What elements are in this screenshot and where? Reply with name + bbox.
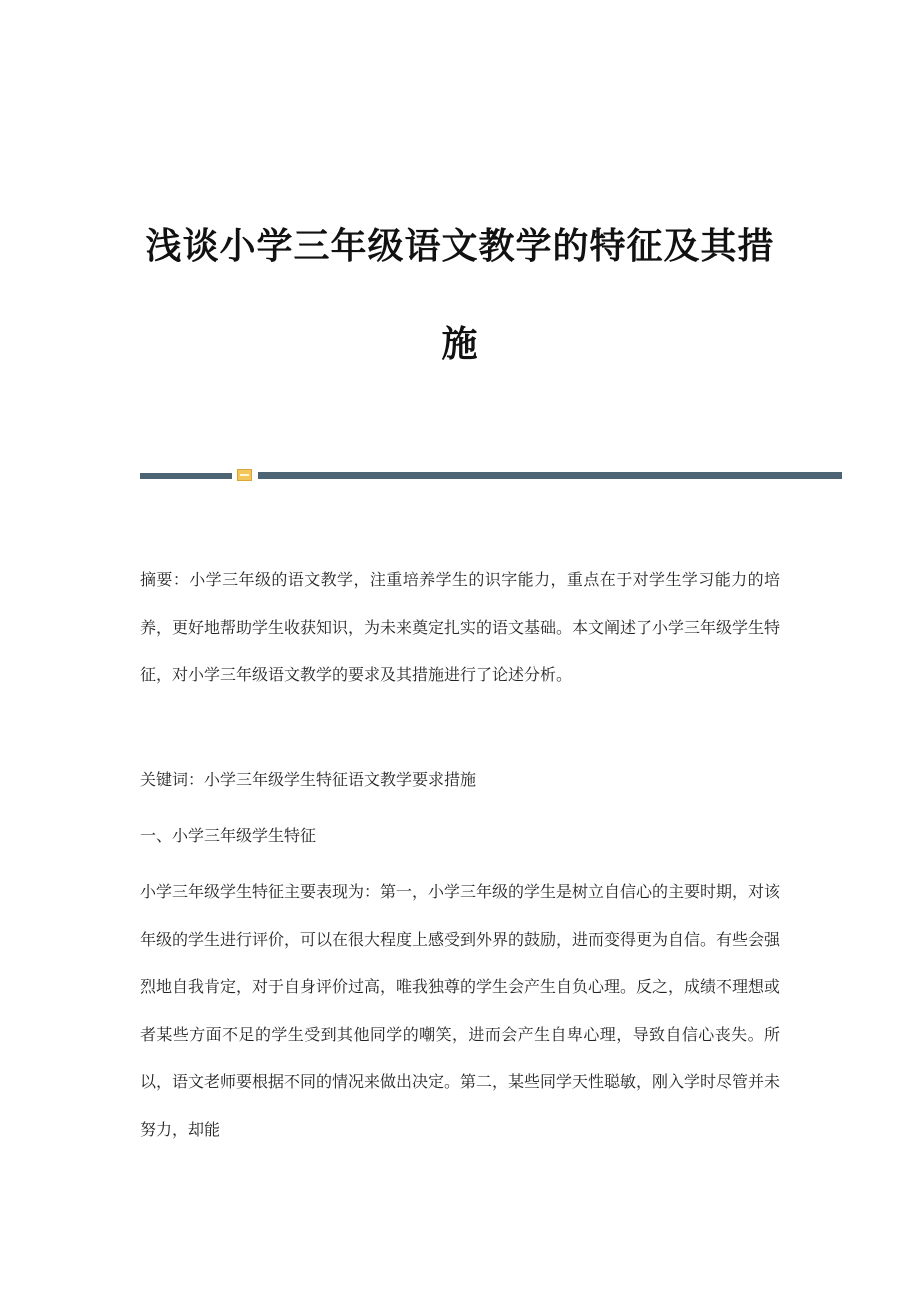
- divider-ornament-icon: [237, 469, 252, 481]
- title-divider: [140, 468, 842, 482]
- section-heading-1: 一、小学三年级学生特征: [140, 826, 317, 845]
- keywords-line: 关键词：小学三年级学生特征语文教学要求措施: [140, 770, 477, 789]
- section-1-paragraph: 小学三年级学生特征主要表现为：第一，小学三年级的学生是树立自信心的主要时期，对该年级的学生进行评价，可以在很大程度上感受到外界的鼓励，进而变得更为自信。有些会强烈地自我肯定，对于自身评价过高，唯我独尊的学生会产生自负心理。反之，成绩不理想或者某些方面不足的学生受到其他同学的嘲笑，进而会产生自卑心理，导致自信心丧失。所以，语文老师要根据不同的情况来做出决定。第二，某些同学天性聪敏，刚入学时尽管并未努力，却能: [140, 882, 781, 1139]
- abstract-paragraph: 摘要：小学三年级的语文教学，注重培养学生的识字能力，重点在于对学生学习能力的培养，更好地帮助学生收获知识，为未来奠定扎实的语文基础。本文阐述了小学三年级学生特征，对小学三年级语文教学的要求及其措施进行了论述分析。: [140, 570, 781, 684]
- divider-bar-left: [140, 473, 232, 479]
- document-title-line-2: 施: [441, 324, 479, 365]
- divider-bar-right: [258, 472, 842, 479]
- document-title-line-1: 浅谈小学三年级语文教学的特征及其措: [145, 226, 775, 267]
